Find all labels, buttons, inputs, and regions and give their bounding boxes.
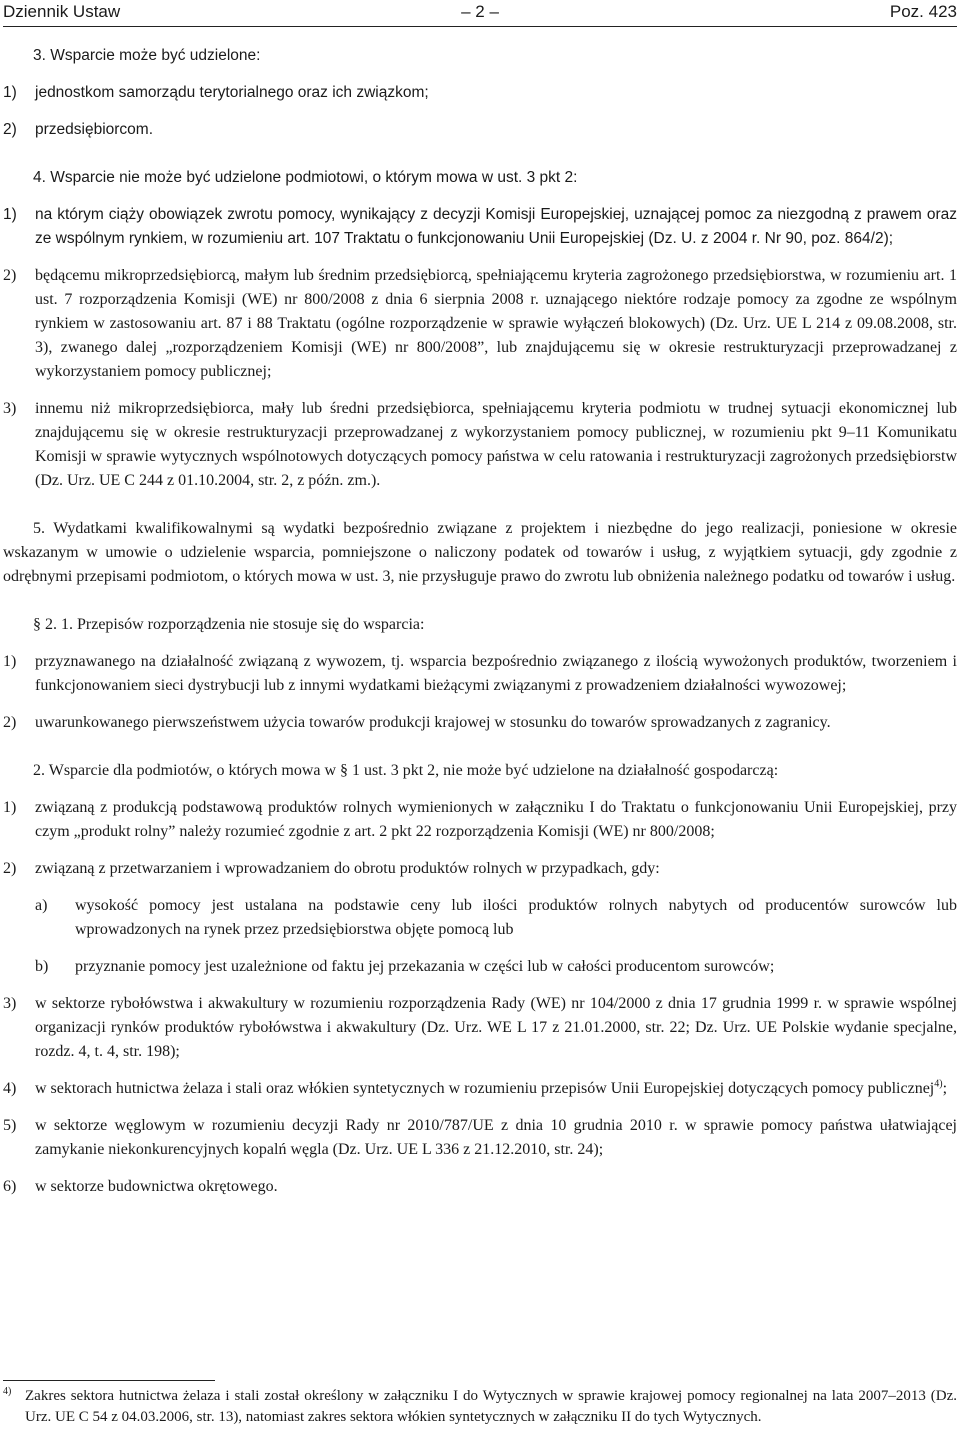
item-number: 1) <box>3 84 17 101</box>
item-number: 2) <box>3 860 17 877</box>
item-text: przedsiębiorcom. <box>35 121 154 138</box>
item-text: związaną z przetwarzaniem i wprowadzaniem do obrotu produktów rolnych w przypadkach, gdy: <box>35 860 660 877</box>
footnote-number: 4) <box>3 1386 12 1397</box>
item-number: 3) <box>3 995 17 1012</box>
paragraph-2-2-item-1 <box>3 796 957 844</box>
item-number: 6) <box>3 1178 17 1195</box>
item-text: związaną z produkcją podstawową produktów rolnych wymienionych w załączniku I do Traktatu o funkcjonowaniu Unii Europejskiej, przy czym „produkt rolny” należy rozumieć zgodnie z art. 2 pkt 22 rozporządzenia Komisji (WE) nr 800/2008; <box>35 799 957 840</box>
paragraph-2-item-1 <box>3 650 957 698</box>
paragraph-2-2-item-6 <box>3 1175 957 1199</box>
paragraph-2-2-item-4 <box>3 1077 957 1101</box>
item-text: w sektorze rybołówstwa i akwakultury w rozumieniu rozporządzenia Rady (WE) nr 104/2000 z dnia 17 grudnia 1999 r. w sprawie wspólnej organizacji rynków produktów rybołówstwa i akwakultury (Dz. Urz. WE L 17 z 21.01.2000, str. 22; Dz. Urz. UE Polskie wydanie specjalne, rozdz. 4, t. 4, str. 198); <box>35 995 957 1060</box>
subitem-letter: b) <box>35 958 49 975</box>
item-number: 2) <box>3 714 17 731</box>
footnote <box>3 1386 957 1428</box>
item-number: 2) <box>3 267 17 284</box>
item-number: 3) <box>3 400 17 417</box>
section-3-intro: 3. Wsparcie może być udzielone: <box>33 47 261 64</box>
item-text: na którym ciąży obowiązek zwrotu pomocy, wynikający z decyzji Komisji Europejskiej, uznającej pomoc za niezgodną z prawem oraz ze wspólnym rynkiem, w rozumieniu art. 107 Traktatu o funkcjonowaniu Unii Europejskiej (Dz. U. z 2004 r. Nr 90, poz. 864/2); <box>35 206 957 247</box>
section-3-item-2 <box>3 118 957 142</box>
item-text: w sektorach hutnictwa żelaza i stali oraz włókien syntetycznych w rozumieniu przepisów Unii Europejskiej dotyczących pomocy publicznej <box>35 1080 935 1097</box>
subitem-text: przyznanie pomocy jest uzależnione od faktu jej przekazania w części lub w całości producentom surowców; <box>75 958 775 975</box>
footnote-text: Zakres sektora hutnictwa żelaza i stali został określony w załączniku I do Wytycznych w sprawie krajowej pomocy regionalnej na lata 2007–2013 (Dz. Urz. UE C 54 z 04.03.2006, str. 13), natomiast zakres sektora włókien syntetycznych w załączniku II do tych Wytycznych. <box>25 1388 957 1425</box>
document-body <box>3 44 957 1199</box>
paragraph-2-2-item-5 <box>3 1114 957 1162</box>
paragraph-2-intro: § 2. 1. Przepisów rozporządzenia nie stosuje się do wsparcia: <box>33 616 425 633</box>
item-text: uwarunkowanego pierwszeństwem użycia towarów produkcji krajowej w stosunku do towarów sprowadzanych z zagranicy. <box>35 714 831 731</box>
page-header <box>3 0 957 27</box>
section-4-intro: 4. Wsparcie nie może być udzielone podmiotowi, o którym mowa w ust. 3 pkt 2: <box>33 169 578 186</box>
item-text: będącemu mikroprzedsiębiorcą, małym lub średnim przedsiębiorcą, spełniającemu kryteria zagrożonego przedsiębiorstwa, w rozumieniu art. 1 ust. 7 rozporządzenia Komisji (WE) nr 800/2008 z dnia 6 sierpnia 2008 r. uznającego niektóre rodzaje pomocy za zgodne ze wspólnym rynkiem w zastosowaniu art. 87 i 88 Traktatu (ogólne rozporządzenie w sprawie wyłączeń blokowych) (Dz. Urz. UE L 214 z 09.08.2008, str. 3), zwanego dalej „rozporządzeniem Komisji (WE) nr 800/2008”, lub znajdującemu się w okresie restrukturyzacji przeprowadzanej z wykorzystaniem pomocy publicznej; <box>35 267 957 380</box>
item-text-end: ; <box>942 1080 948 1097</box>
item-text: przyznawanego na działalność związaną z wywozem, tj. wsparcia bezpośrednio związanego z ilością wywożonych produktów, tworzeniem i funkcjonowaniem sieci dystrybucji lub z innymi wydatkami bieżącymi związanymi z prowadzeniem działalności wywozowej; <box>35 653 957 694</box>
paragraph-2-2-item-2a <box>3 894 957 942</box>
paragraph-2-item-2 <box>3 711 957 735</box>
paragraph-2-2-item-2b <box>3 955 957 979</box>
journal-title: Dziennik Ustaw <box>3 2 121 21</box>
paragraph-2-2-item-2 <box>3 857 957 881</box>
section-3-item-1 <box>3 81 957 105</box>
item-text: jednostkom samorządu terytorialnego oraz ich związkom; <box>35 84 429 101</box>
item-number: 1) <box>3 653 17 670</box>
subitem-letter: a) <box>35 897 48 914</box>
paragraph-2-2-intro: 2. Wsparcie dla podmiotów, o których mowa w § 1 ust. 3 pkt 2, nie może być udzielone na działalność gospodarczą: <box>33 762 779 779</box>
item-number: 2) <box>3 121 17 138</box>
item-text: w sektorze budownictwa okrętowego. <box>35 1178 278 1195</box>
section-4-item-1 <box>3 203 957 251</box>
footnote-separator <box>3 1380 215 1381</box>
page-number: – 2 – <box>461 2 499 21</box>
section-4-item-3 <box>3 397 957 493</box>
paragraph-2-2-item-3 <box>3 992 957 1064</box>
footnote-reference[interactable]: 4) <box>934 1078 943 1090</box>
position-number: Poz. 423 <box>889 2 957 21</box>
subitem-text: wysokość pomocy jest ustalana na podstawie ceny lub ilości produktów rolnych nabytych od producentów surowców lub wprowadzonych na rynek przez przedsiębiorstwa objęte pomocą lub <box>75 897 957 938</box>
item-number: 1) <box>3 206 17 223</box>
section-4-item-2 <box>3 264 957 384</box>
item-text: innemu niż mikroprzedsiębiorca, mały lub średni przedsiębiorca, spełniającemu kryteria podmiotu w trudnej sytuacji ekonomicznej lub znajdującemu się w okresie restrukturyzacji przeprowadzanej z wykorzystaniem pomocy publicznej, w rozumieniu pkt 9–11 Komunikatu Komisji w sprawie wytycznych wspólnotowych dotyczących pomocy państwa w celu ratowania i restrukturyzacji zagrożonych przedsiębiorstw (Dz. Urz. UE C 244 z 01.10.2004, str. 2, z późn. zm.). <box>35 400 957 489</box>
item-number: 1) <box>3 799 17 816</box>
item-number: 5) <box>3 1117 17 1134</box>
item-text: w sektorze węglowym w rozumieniu decyzji Rady nr 2010/787/UE z dnia 10 grudnia 2010 r. w sprawie pomocy państwa ułatwiającej zamykanie niekonkurencyjnych kopalń węgla (Dz. Urz. UE L 336 z 21.12.2010, str. 24); <box>35 1117 957 1158</box>
section-5: 5. Wydatkami kwalifikowalnymi są wydatki bezpośrednio związane z projektem i niezbędne do jego realizacji, poniesione w okresie wskazanym w umowie o udzielenie wsparcia, pomniejszone o naliczony podatek od towarów i usług, z wyjątkiem sytuacji, gdy zgodnie z odrębnymi przepisami podmiotom, o których mowa w ust. 3, nie przysługuje prawo do zwrotu lub obniżenia należnego podatku od towarów i usług. <box>3 520 957 585</box>
item-number: 4) <box>3 1080 17 1097</box>
